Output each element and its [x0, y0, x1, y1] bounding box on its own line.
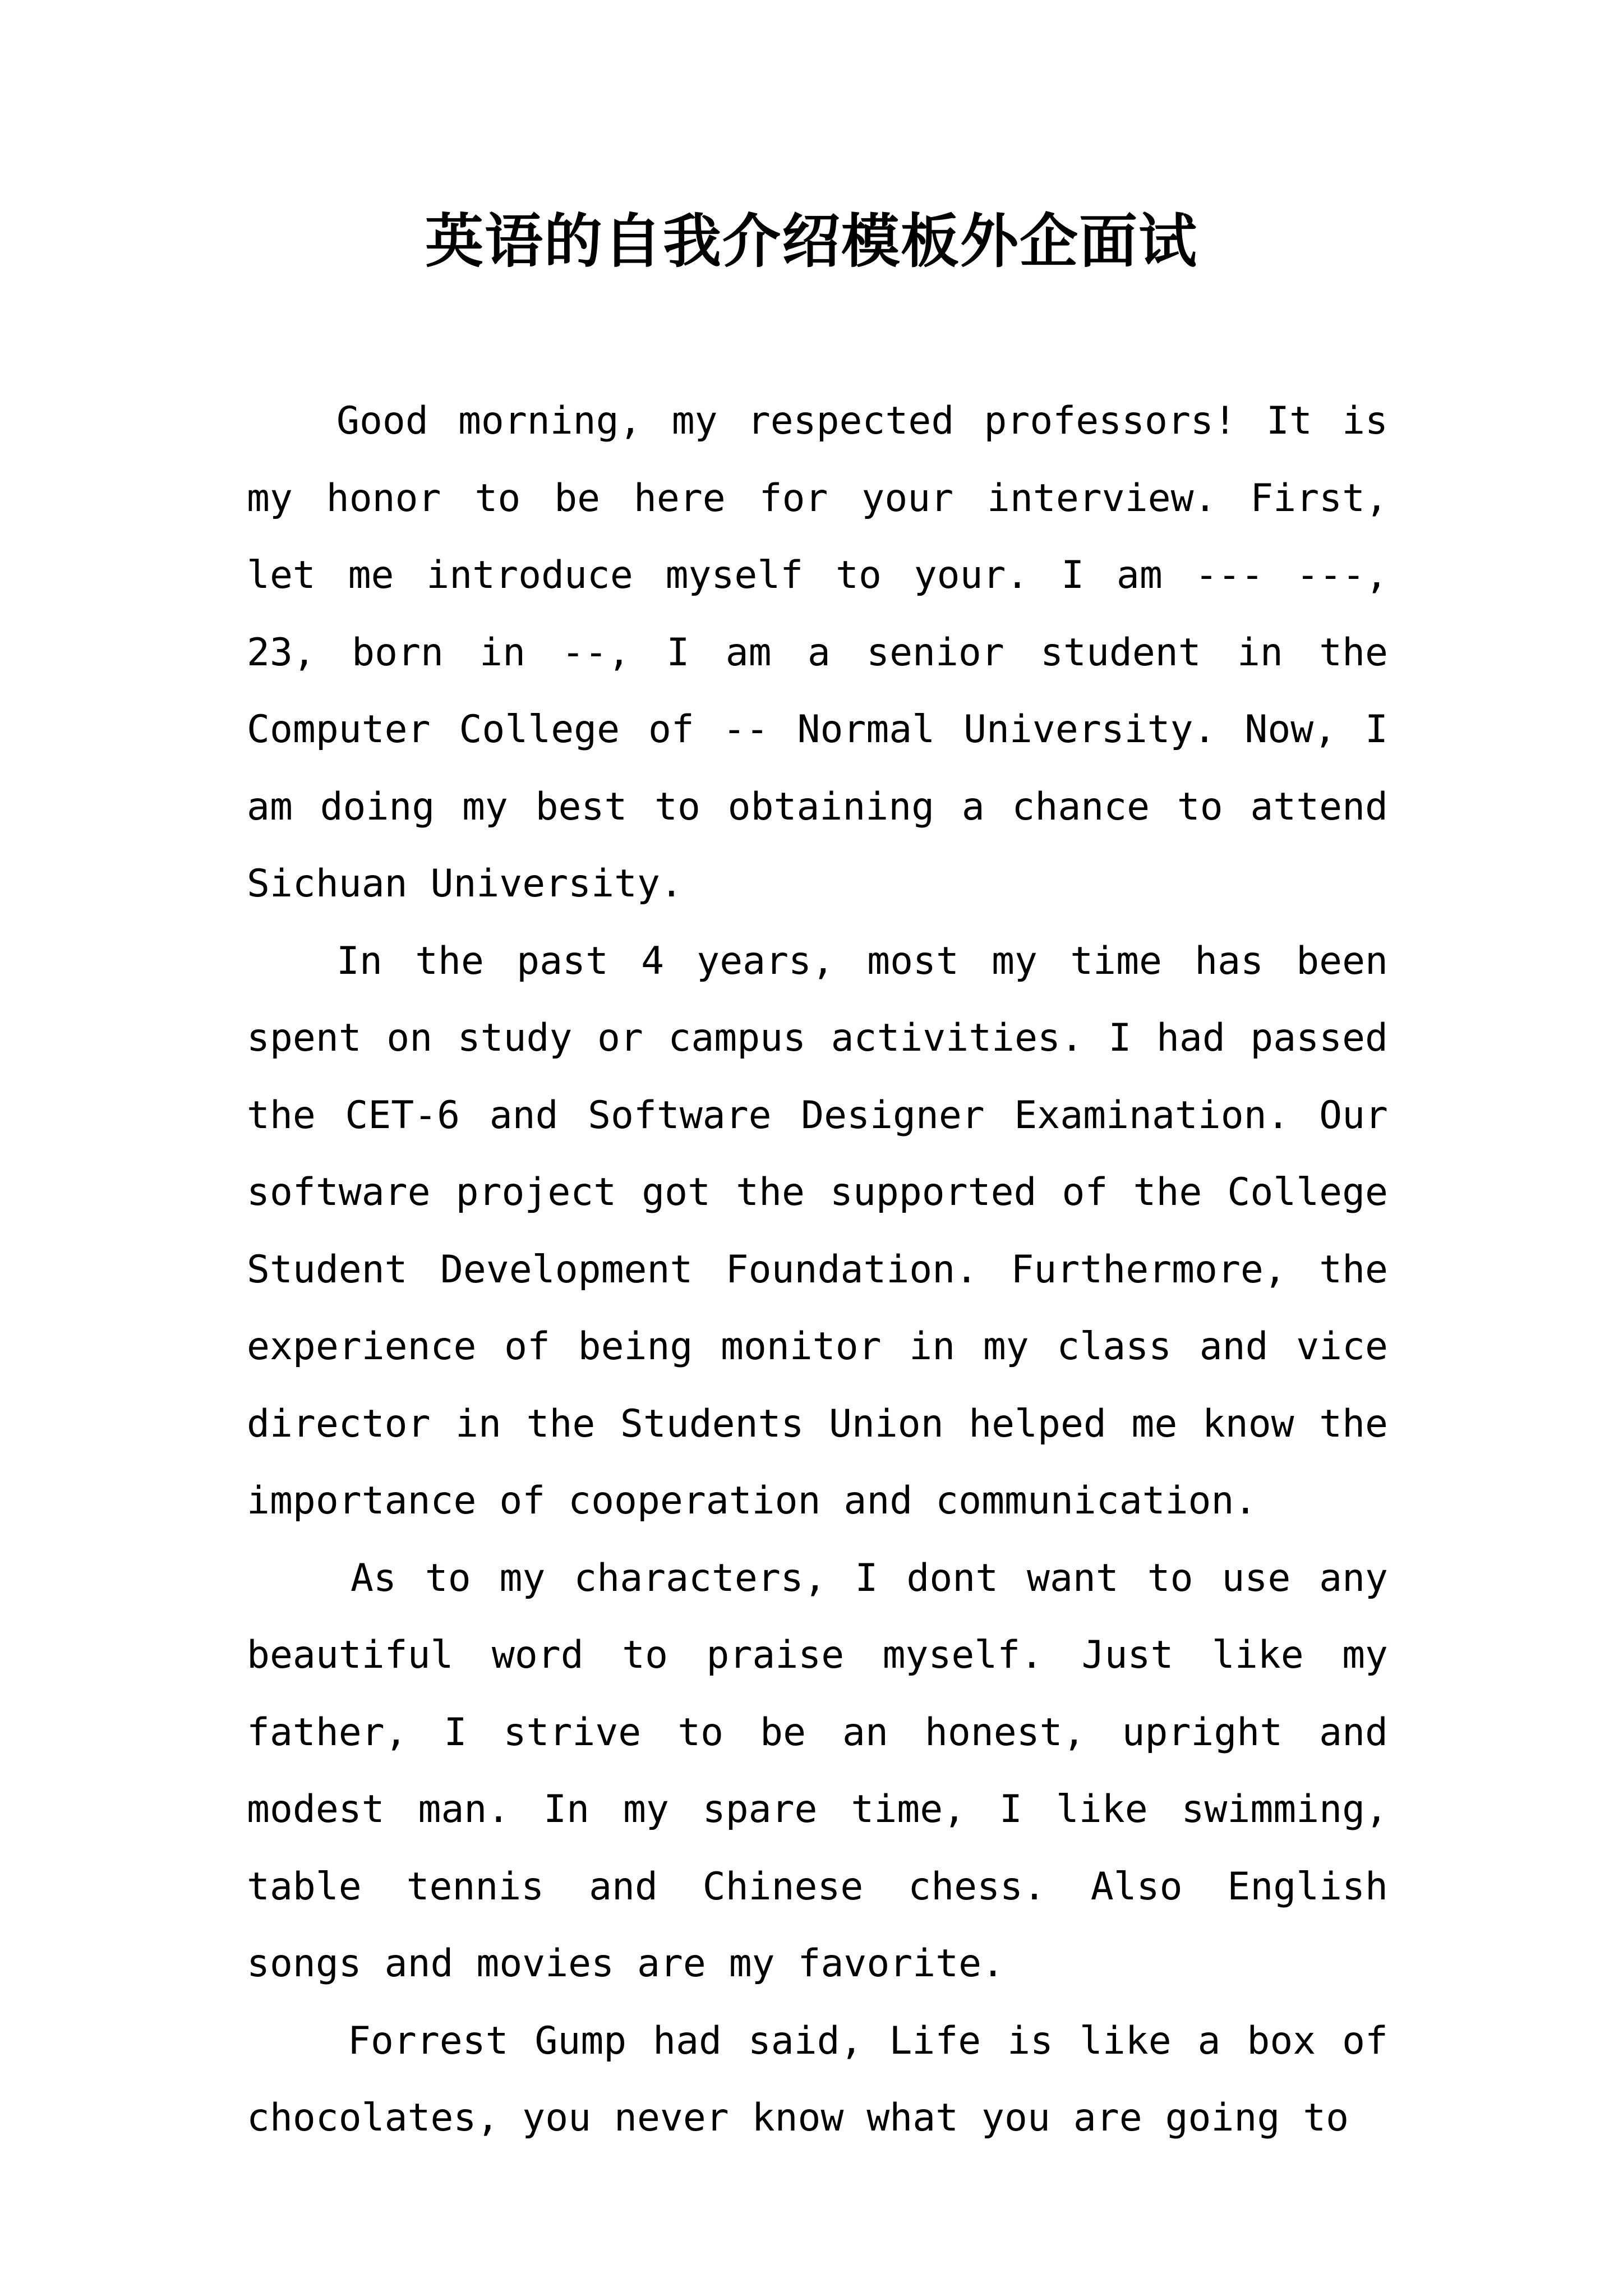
paragraph-characters: As to my characters, I dont want to use any beautiful word to praise myself. Just like my father, I strive to be an honest, upright and modest man. In my spare time, I like swimming, table tennis and Chinese chess. Also English songs and movies are my favorite. — [247, 1556, 1388, 1986]
paragraph-quote: Forrest Gump had said, Life is like a box of chocolates, you never know what you are going to — [247, 2018, 1388, 2140]
paragraph-introduction: Good morning, my respected professors! It is my honor to be here for your interview. First, let me introduce myself to your. I am --- ---, 23, born in --, I am a senior student in the Computer College of -- Normal University. Now, I am doing my best to obtaining a chance to attend Sichuan University. — [247, 399, 1388, 906]
document-body — [247, 383, 1388, 2157]
paragraph-experience: In the past 4 years, most my time has been spent on study or campus activities. I had passed the CET-6 and Software Designer Examination. Our software project got the supported of the College Student Development Foundation. Furthermore, the experience of being monitor in my class and vice director in the Students Union helped me know the importance of cooperation and communication. — [247, 938, 1388, 1523]
document-title: 英语的自我介绍模板外企面试 — [425, 206, 1198, 275]
